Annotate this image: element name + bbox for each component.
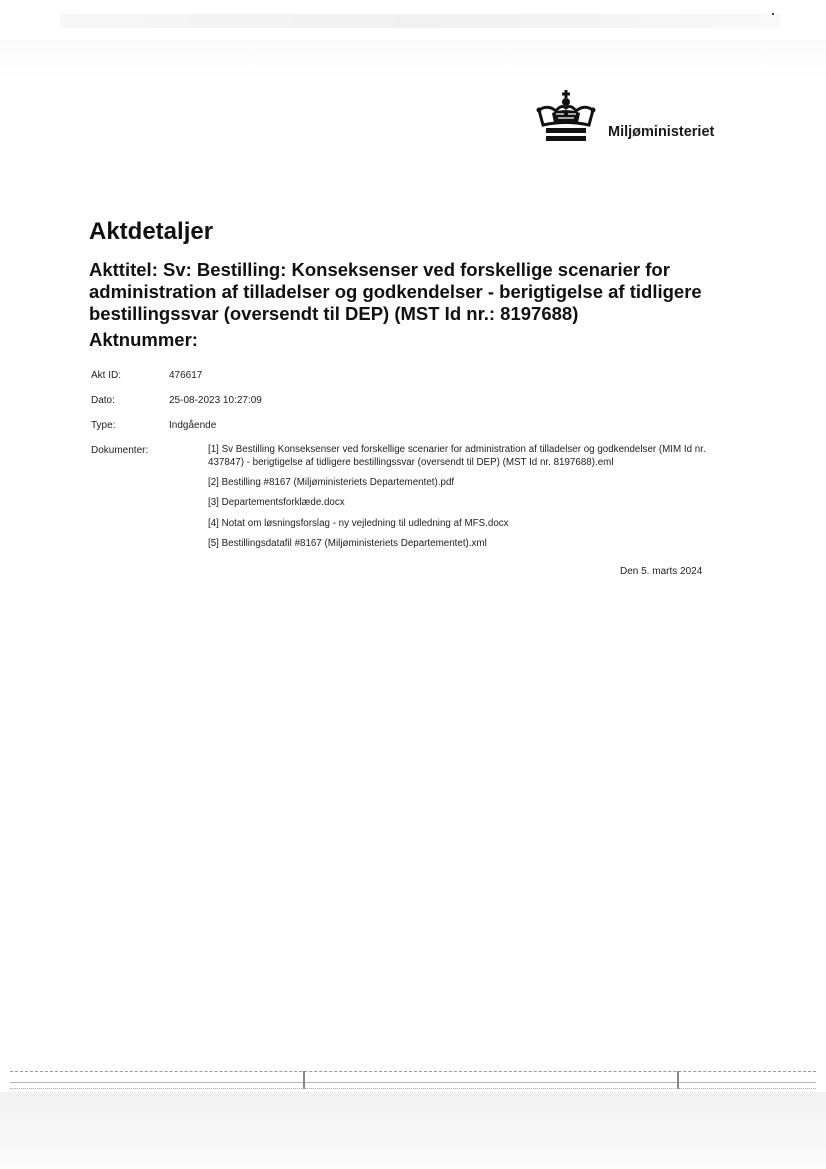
- footer-divider: [10, 1071, 816, 1072]
- akt-id-label: Akt ID:: [91, 370, 122, 381]
- akt-id-value: 476617: [169, 370, 203, 381]
- scan-artifact-shade: [0, 40, 826, 80]
- footer-divider: [10, 1088, 816, 1089]
- document-item-3: [3] Departementsforklæde.docx: [208, 497, 345, 508]
- document-item-4: [4] Notat om løsningsforslag - ny vejledning til udledning af MFS.docx: [208, 518, 509, 529]
- act-title: Akttitel: Sv: Bestilling: Konseksenser ved forskellige scenarier for administration af tilladelser og godkendelser - berigtigelse af tidligere bestillingssvar (oversendt til DEP) (MST Id nr.: 8197688): [89, 259, 702, 324]
- documents-label: Dokumenter:: [91, 445, 149, 456]
- type-value: Indgående: [169, 420, 217, 431]
- dato-value: 25-08-2023 10:27:09: [169, 395, 262, 406]
- type-label: Type:: [91, 420, 116, 431]
- document-item-1: [1] Sv Bestilling Konseksenser ved forskellige scenarier for administration af tilladelser og godkendelser (MIM Id nr. 437847) - berigtigelse af tidligere bestillingssvar (oversendt til DEP) (MST Id nr. 8197688).eml: [208, 444, 706, 468]
- ministry-name: Miljøministeriet: [608, 124, 715, 140]
- document-date: Den 5. marts 2024: [620, 566, 703, 577]
- scan-artifact-footer: [0, 1092, 826, 1169]
- dato-label: Dato:: [91, 395, 115, 406]
- scan-artifact-dot: [772, 13, 774, 15]
- royal-crown-icon: [536, 90, 596, 144]
- scan-artifact-mark: [303, 1071, 305, 1089]
- page-title: Aktdetaljer: [89, 218, 214, 245]
- scan-artifact-mark: [677, 1071, 679, 1089]
- scan-artifact-top: [60, 14, 780, 28]
- document-item-2: [2] Bestilling #8167 (Miljøministeriets Departementet).pdf: [208, 477, 455, 488]
- footer-divider: [10, 1082, 816, 1083]
- act-number-label: Aktnummer:: [89, 329, 198, 350]
- document-item-5: [5] Bestillingsdatafil #8167 (Miljøministeriets Departementet).xml: [208, 538, 487, 549]
